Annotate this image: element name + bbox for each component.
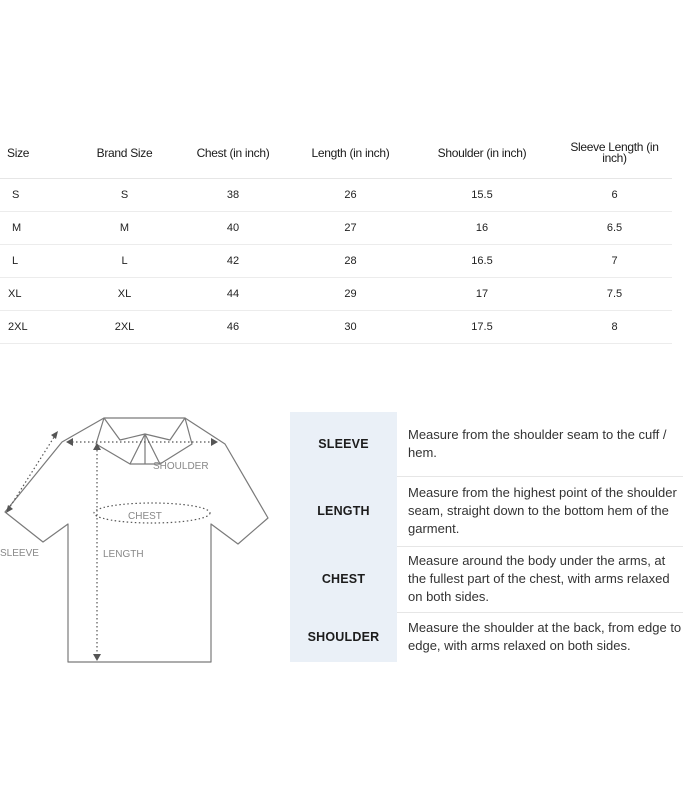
cell-brand-size: L (77, 245, 172, 278)
cell-length: 28 (294, 245, 407, 278)
cell-chest: 38 (172, 179, 294, 212)
length-diagram-label: LENGTH (103, 549, 144, 560)
cell-shoulder: 16.5 (407, 245, 557, 278)
cell-sleeve-length: 7.5 (557, 278, 672, 311)
arrow-icon (6, 505, 13, 513)
shirt-measurement-diagram (0, 412, 285, 672)
guide-label-length: LENGTH (290, 476, 397, 546)
table-row (0, 245, 672, 278)
cell-sleeve-length: 8 (557, 311, 672, 344)
guide-desc-sleeve: Measure from the shoulder seam to the cuff / hem. (397, 412, 683, 476)
header-sleeve-length: Sleeve Length (in inch) (557, 128, 672, 179)
cell-chest: 40 (172, 212, 294, 245)
header-shoulder: Shoulder (in inch) (407, 128, 557, 179)
cell-length: 27 (294, 212, 407, 245)
cell-brand-size: XL (77, 278, 172, 311)
header-length: Length (in inch) (294, 128, 407, 179)
cell-length: 30 (294, 311, 407, 344)
cell-shoulder: 16 (407, 212, 557, 245)
header-chest: Chest (in inch) (172, 128, 294, 179)
cell-chest: 44 (172, 278, 294, 311)
guide-desc-shoulder: Measure the shoulder at the back, from edge to edge, with arms relaxed on both sides. (408, 620, 682, 654)
guide-row-shoulder (290, 612, 683, 662)
guide-label-shoulder: SHOULDER (290, 612, 397, 662)
cell-sleeve-length: 7 (557, 245, 672, 278)
header-size: Size (0, 128, 77, 179)
size-table-header-row (0, 128, 672, 179)
cell-size: M (0, 212, 77, 245)
cell-shoulder: 17 (407, 278, 557, 311)
table-row (0, 212, 672, 245)
cell-size: XL (0, 278, 77, 311)
measurement-guide-table (290, 412, 683, 662)
size-chart-table (0, 128, 672, 344)
cell-chest: 46 (172, 311, 294, 344)
sleeve-diagram-label: SLEEVE (0, 548, 39, 559)
table-row (0, 311, 672, 344)
shirt-outline (5, 418, 268, 662)
chest-diagram-label: CHEST (128, 511, 162, 522)
cell-brand-size: S (77, 179, 172, 212)
cell-length: 29 (294, 278, 407, 311)
cell-brand-size: 2XL (77, 311, 172, 344)
header-brand-size: Brand Size (77, 128, 172, 179)
guide-label-chest: CHEST (290, 546, 397, 612)
guide-label-sleeve: SLEEVE (290, 412, 397, 476)
cell-shoulder: 17.5 (407, 311, 557, 344)
arrow-icon (51, 431, 58, 439)
shoulder-diagram-label: SHOULDER (153, 461, 209, 472)
cell-length: 26 (294, 179, 407, 212)
table-row (0, 179, 672, 212)
guide-desc-length: Measure from the highest point of the shoulder seam, straight down to the bottom hem of the garment. (397, 476, 683, 546)
sleeve-measure-line (8, 434, 56, 510)
guide-row-length (290, 476, 683, 546)
cell-size: S (0, 179, 77, 212)
cell-size: 2XL (0, 311, 77, 344)
cell-sleeve-length: 6.5 (557, 212, 672, 245)
cell-shoulder: 15.5 (407, 179, 557, 212)
cell-sleeve-length: 6 (557, 179, 672, 212)
cell-brand-size: M (77, 212, 172, 245)
arrow-icon (93, 654, 101, 661)
guide-row-sleeve (290, 412, 683, 476)
cell-size: L (0, 245, 77, 278)
table-row (0, 278, 672, 311)
guide-desc-chest: Measure around the body under the arms, at the fullest part of the chest, with arms relaxed on both sides. (397, 546, 683, 612)
guide-row-chest (290, 546, 683, 612)
cell-chest: 42 (172, 245, 294, 278)
